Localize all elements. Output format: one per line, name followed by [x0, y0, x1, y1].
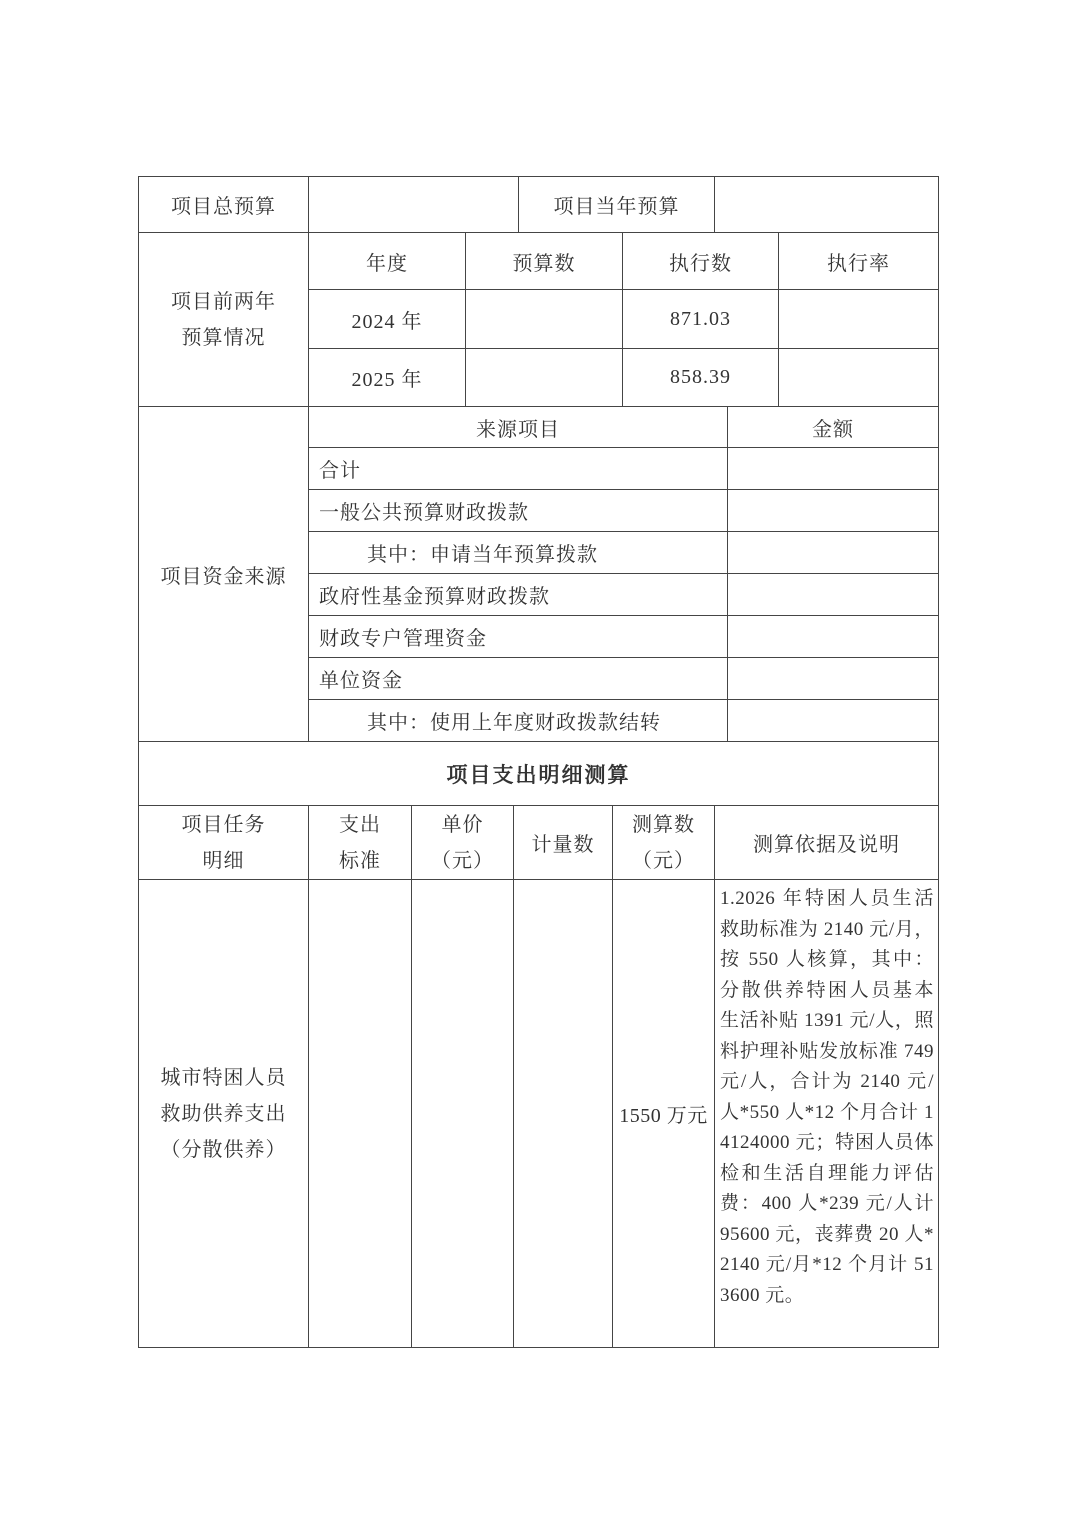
header-executed-amount: 执行数 — [623, 233, 779, 290]
source-government-fund-budget-label: 政府性基金预算财政拨款 — [309, 574, 728, 616]
header-task-detail — [139, 806, 309, 880]
project-current-year-budget-label: 项目当年预算 — [519, 177, 715, 233]
source-unit-funds-label: 单位资金 — [309, 658, 728, 700]
header-source-item: 来源项目 — [309, 407, 728, 448]
label-line: 预算情况 — [181, 326, 266, 349]
header-execution-rate: 执行率 — [779, 233, 939, 290]
header-expense-standard — [309, 806, 412, 880]
source-unit-funds-amount — [728, 658, 939, 700]
rate-2025-value — [779, 349, 939, 407]
source-government-fund-budget-amount — [728, 574, 939, 616]
source-current-year-application-label: 其中：申请当年预算拨款 — [309, 532, 728, 574]
task-line: （分散供养） — [160, 1138, 287, 1161]
expense-title-table — [138, 741, 939, 806]
header-line: 支出 — [339, 813, 381, 836]
table-row — [139, 880, 939, 1348]
source-total-label: 合计 — [309, 448, 728, 490]
header-line: 标准 — [339, 849, 381, 872]
expense-standard-value — [309, 880, 412, 1348]
funding-sources-table — [138, 406, 939, 742]
prior-years-section-label — [139, 233, 309, 407]
header-calculation-basis: 测算依据及说明 — [715, 806, 939, 880]
budget-2025-value — [466, 349, 623, 407]
year-2025-cell: 2025 年 — [309, 349, 466, 407]
header-year: 年度 — [309, 233, 466, 290]
rate-2024-value — [779, 290, 939, 349]
quantity-value — [514, 880, 613, 1348]
task-name-cell — [139, 880, 309, 1348]
calculation-basis-text: 1.2026 年特困人员生活救助标准为 2140 元/月，按 550 人核算，其中：分散供养特困人员基本生活补贴 1391 元/人，照料护理补贴发放标准 749 元/人，合计为 2140 元/人*550 人*12 个月合计 14124000 元；特困人员体检和生活自理能力评估费：400 人*239 元/人计 95600 元，丧葬费 20 人*2140 元/月*12 个月计 513600 元。 — [715, 880, 939, 1348]
header-line: （元） — [632, 849, 695, 872]
unit-price-value — [412, 880, 514, 1348]
funding-sources-section-label: 项目资金来源 — [139, 407, 309, 742]
source-fiscal-special-account-amount — [728, 616, 939, 658]
header-line: 单价 — [441, 813, 484, 836]
header-quantity: 计量数 — [514, 806, 613, 880]
header-amount: 金额 — [728, 407, 939, 448]
year-2024-cell: 2024 年 — [309, 290, 466, 349]
source-total-amount — [728, 448, 939, 490]
estimate-amount-value: 1550 万元 — [613, 880, 715, 1348]
source-current-year-application-amount — [728, 532, 939, 574]
source-prior-year-carryover-label: 其中：使用上年度财政拨款结转 — [309, 700, 728, 742]
source-general-public-budget-label: 一般公共预算财政拨款 — [309, 490, 728, 532]
expense-detail-section-title: 项目支出明细测算 — [139, 742, 939, 806]
header-line: 项目任务 — [181, 813, 266, 836]
prior-years-table — [138, 232, 939, 407]
budget-2024-value — [466, 290, 623, 349]
executed-2025-value: 858.39 — [623, 349, 779, 407]
source-prior-year-carryover-amount — [728, 700, 939, 742]
header-line: 明细 — [202, 849, 245, 872]
project-total-budget-label: 项目总预算 — [139, 177, 309, 233]
source-general-public-budget-amount — [728, 490, 939, 532]
executed-2024-value: 871.03 — [623, 290, 779, 349]
summary-table — [138, 176, 939, 233]
header-estimate-amount — [613, 806, 715, 880]
task-line: 救助供养支出 — [160, 1102, 287, 1125]
header-budget-amount: 预算数 — [466, 233, 623, 290]
budget-table — [138, 176, 938, 1348]
expense-detail-table — [138, 805, 939, 1348]
header-unit-price — [412, 806, 514, 880]
project-current-year-budget-value — [715, 177, 939, 233]
project-total-budget-value — [309, 177, 519, 233]
header-line: 测算数 — [632, 813, 695, 836]
task-line: 城市特困人员 — [160, 1066, 287, 1089]
label-line: 项目前两年 — [171, 290, 276, 313]
header-line: （元） — [431, 849, 494, 872]
source-fiscal-special-account-label: 财政专户管理资金 — [309, 616, 728, 658]
